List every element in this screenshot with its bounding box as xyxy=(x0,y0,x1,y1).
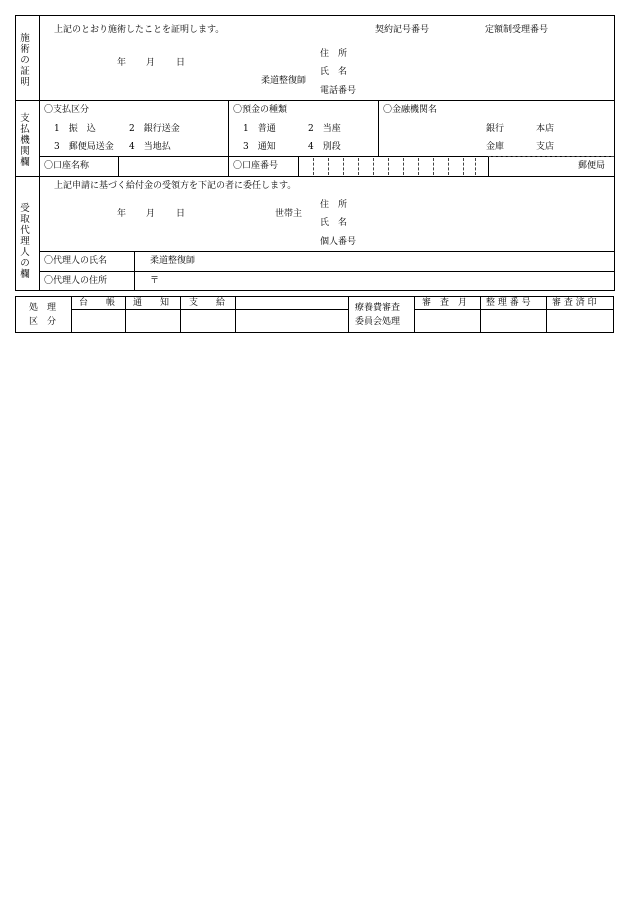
payment-col-divider-1 xyxy=(228,100,229,176)
post-office-label: 郵便局 xyxy=(578,161,606,171)
practitioner-address-label: 住 所 xyxy=(320,49,348,59)
processing-col-border xyxy=(15,296,16,333)
payment-type-local: 4 当地払 xyxy=(129,142,171,152)
account-number-label: 〇口座番号 xyxy=(233,161,279,171)
deposit-type-current: 2 当座 xyxy=(308,124,341,134)
deposit-type-notice: 3 通知 xyxy=(243,142,276,152)
account-digit-divider xyxy=(403,158,404,175)
account-name-label: 〇口座名称 xyxy=(44,161,90,171)
delegation-month: 月 xyxy=(146,209,156,219)
account-digit-divider xyxy=(475,158,476,175)
notice-header: 通 知 xyxy=(133,298,170,308)
committee-label-1: 療養費審査 xyxy=(355,303,401,313)
personal-number-label: 個人番号 xyxy=(320,237,357,247)
processing-col-border xyxy=(348,296,349,333)
processing-bottom-border xyxy=(15,332,614,333)
certification-bottom-border xyxy=(15,100,615,101)
agent-label-divider xyxy=(134,251,135,291)
processing-label-1: 処 理 xyxy=(29,303,57,313)
agent-name-value: 柔道整復師 xyxy=(150,256,196,266)
certification-section-label: 施術の証明 xyxy=(20,33,30,88)
account-digit-divider xyxy=(418,158,419,175)
head-office-label: 本店 xyxy=(536,124,555,134)
payment-col-divider-2 xyxy=(378,100,379,156)
account-digit-divider xyxy=(328,158,329,175)
account-digit-divider xyxy=(388,158,389,175)
agent-name-label: 〇代理人の氏名 xyxy=(44,256,108,266)
agent-address-label: 〇代理人の住所 xyxy=(44,276,108,286)
delegation-year: 年 xyxy=(117,209,127,219)
form-top-border xyxy=(15,15,615,16)
processing-col-border xyxy=(546,296,547,333)
agent-name-top-border xyxy=(39,251,615,252)
payment-header: 支 給 xyxy=(189,298,226,308)
processing-col-border xyxy=(71,296,72,333)
form-right-border xyxy=(614,15,615,291)
practitioner-label: 柔道整復師 xyxy=(261,76,307,86)
account-digit-divider xyxy=(343,158,344,175)
account-digit-divider xyxy=(373,158,374,175)
deposit-type-ordinary: 1 普通 xyxy=(243,124,276,134)
processing-top-border xyxy=(15,296,614,297)
householder-label: 世帯主 xyxy=(275,209,303,219)
processing-col-border xyxy=(480,296,481,333)
certification-day: 日 xyxy=(176,58,186,68)
reference-number-header: 整 理 番 号 xyxy=(486,298,531,308)
delegation-day: 日 xyxy=(176,209,186,219)
bank-label: 銀行 xyxy=(486,124,505,134)
householder-address-label: 住 所 xyxy=(320,200,348,210)
account-digit-divider xyxy=(463,158,464,175)
contract-number-label: 契約記号番号 xyxy=(375,25,430,35)
form-left-border xyxy=(15,15,16,291)
payment-bottom-border xyxy=(15,176,615,177)
payment-type-postal-remit: 3 郵便局送金 xyxy=(54,142,114,152)
review-seal-header: 審 査 済 印 xyxy=(552,298,597,308)
account-digit-divider xyxy=(433,158,434,175)
certification-month: 月 xyxy=(146,58,156,68)
ledger-header: 台 帳 xyxy=(79,298,116,308)
post-office-divider xyxy=(488,156,489,176)
processing-col-border xyxy=(125,296,126,333)
deposit-type-special: 4 別段 xyxy=(308,142,341,152)
processing-header-divider-right xyxy=(414,309,614,310)
review-month-header: 審 査 月 xyxy=(422,298,468,308)
practitioner-name-label: 氏 名 xyxy=(320,67,348,77)
fixed-rate-number-label: 定額制受理番号 xyxy=(485,25,549,35)
credit-union-label: 金庫 xyxy=(486,142,505,152)
account-name-divider xyxy=(118,156,119,176)
form-bottom-border xyxy=(15,290,615,291)
delegation-section-label: 受取代理人の欄 xyxy=(20,203,30,280)
agent-address-top-border xyxy=(39,271,615,272)
account-digit-divider xyxy=(358,158,359,175)
processing-col-border xyxy=(235,296,236,333)
postal-mark: 〒 xyxy=(150,276,160,286)
section-label-divider xyxy=(39,15,40,291)
branch-label: 支店 xyxy=(536,142,555,152)
payment-type-transfer: 1 振 込 xyxy=(54,124,96,134)
certification-statement: 上記のとおり施術したことを証明します。 xyxy=(54,25,225,35)
certification-year: 年 xyxy=(117,58,127,68)
payment-type-bank-remit: 2 銀行送金 xyxy=(129,124,180,134)
householder-name-label: 氏 名 xyxy=(320,218,348,228)
account-number-divider xyxy=(298,156,299,176)
payment-section-label: 支払機関欄 xyxy=(20,113,30,168)
post-office-dashed-top xyxy=(488,156,614,157)
account-digit-divider xyxy=(448,158,449,175)
payment-type-title: 〇支払区分 xyxy=(44,105,90,115)
delegation-statement: 上記申請に基づく給付金の受領方を下記の者に委任します。 xyxy=(54,181,297,191)
processing-col-border xyxy=(180,296,181,333)
processing-label-2: 区 分 xyxy=(29,317,57,327)
bank-title: 〇金融機関名 xyxy=(383,105,438,115)
committee-label-2: 委員会処理 xyxy=(355,317,401,327)
practitioner-phone-label: 電話番号 xyxy=(320,86,357,96)
processing-col-border xyxy=(414,296,415,333)
processing-col-border xyxy=(613,296,614,333)
account-digit-divider xyxy=(313,158,314,175)
processing-header-divider-left xyxy=(71,309,348,310)
deposit-type-title: 〇預金の種類 xyxy=(233,105,288,115)
